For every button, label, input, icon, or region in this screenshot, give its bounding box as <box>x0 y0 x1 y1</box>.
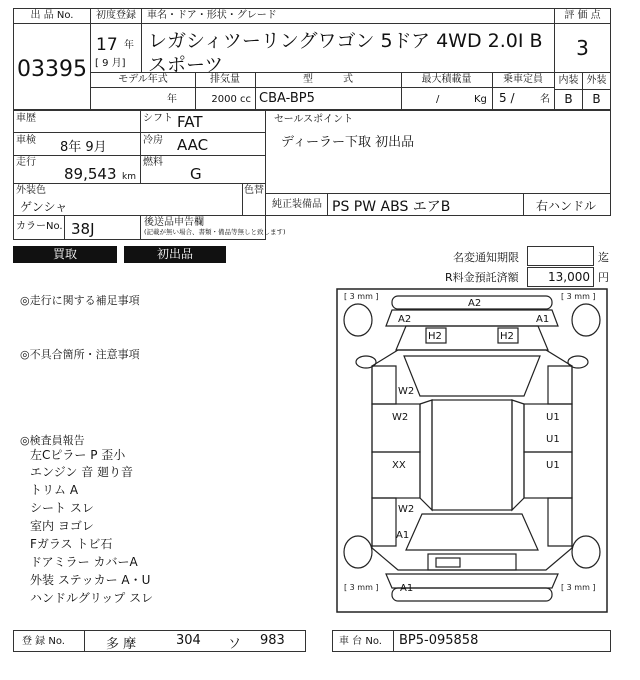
first-registration-label: 初度登録 <box>96 10 136 21</box>
tire-label-rl: [ 3 mm ] <box>344 583 379 592</box>
color-value: ゲンシャ <box>20 200 68 214</box>
rear-bumper-bottom <box>392 588 552 601</box>
color-no-label: カラーNo. <box>16 221 63 232</box>
sales-point-label: セールスポイント <box>274 114 354 125</box>
model-year-unit: 年 <box>167 94 177 105</box>
name-change-label: 名変通知期限 <box>453 251 519 264</box>
year-unit: 年 <box>124 40 134 51</box>
inspector-note: 左Cピラー P 歪小 <box>30 448 126 462</box>
lot-number-divider <box>14 23 90 24</box>
type-label: 型 式 <box>303 74 353 85</box>
inspector-note: エンジン 音 廻り音 <box>30 465 134 479</box>
inspector-note: ハンドルグリップ スレ <box>30 591 154 605</box>
recycle-unit: 円 <box>598 271 609 284</box>
inspector-note: シート スレ <box>30 501 94 515</box>
lot-number-label: 出 品 No. <box>30 10 74 21</box>
tire-rear-left <box>344 536 372 568</box>
mark-a2-bumper: A2 <box>398 314 412 325</box>
registration-number-label: 登 録 No. <box>22 636 65 647</box>
rear-door-right <box>524 452 572 498</box>
chassis-col-1 <box>393 631 394 651</box>
mark-w2-fender: W2 <box>398 386 415 397</box>
repaint-label: 色替 <box>244 185 264 196</box>
details-col-4 <box>242 183 243 215</box>
ac-value: AAC <box>177 136 209 154</box>
mileage-unit: km <box>122 172 136 182</box>
registration-class: 304 <box>176 633 201 648</box>
inspector-note: Fガラス トビ石 <box>30 537 113 551</box>
rear-door-left <box>372 452 420 498</box>
first-listing-badge: 初出品 <box>124 246 226 263</box>
inspector-note: トリム A <box>30 483 79 497</box>
shift-label: シフト <box>143 113 173 124</box>
registration-number-box <box>13 630 306 652</box>
lot-number-box <box>13 8 91 110</box>
spec-row-divider <box>91 87 554 88</box>
interior-label: 内装 <box>558 75 579 86</box>
mark-u1-rear-door: U1 <box>546 460 560 471</box>
grade-divider-bottom <box>555 89 610 90</box>
shift-value: FAT <box>177 113 203 131</box>
lot-number: 03395 <box>17 57 87 82</box>
mileage-value: 89,543 <box>64 165 117 183</box>
registration-area: 多 摩 <box>106 637 137 652</box>
interior-grade: B <box>564 92 573 106</box>
details-row-3 <box>14 183 265 184</box>
purchase-badge: 買取 <box>13 246 117 263</box>
windshield <box>404 356 540 396</box>
score-divider <box>555 23 610 24</box>
mileage-label: 走行 <box>16 157 36 168</box>
max-load-label: 最大積載量 <box>421 74 472 85</box>
aftermarket-note: (記載が無い場合、書類・備品等無しと致します) <box>144 228 286 236</box>
registration-col-1 <box>84 631 85 651</box>
car-name-divider <box>142 23 554 24</box>
details-col-3 <box>140 215 141 239</box>
fuel-label: 燃料 <box>143 157 163 168</box>
exterior-grade: B <box>592 92 601 106</box>
mark-w2-quarter: W2 <box>398 504 415 515</box>
driving-notes-heading: ◎走行に関する補足事項 <box>20 294 140 307</box>
score-box <box>554 8 611 110</box>
diagram-frame <box>337 289 607 612</box>
registration-kana: ソ <box>228 637 242 652</box>
steering-value: 右ハンドル <box>536 199 597 213</box>
max-load-unit: Kg <box>474 94 487 105</box>
front-fender-right <box>548 366 572 404</box>
displacement-label: 排気量 <box>210 74 240 85</box>
inspection-value: 8年 9月 <box>60 140 107 155</box>
license-plate-area <box>436 558 460 567</box>
rear-quarter-right <box>548 498 572 546</box>
mark-u1-front-door: U1 <box>546 412 560 423</box>
model-year-label: モデル年式 <box>118 74 168 85</box>
car-name-box <box>141 8 555 76</box>
mark-a1-bumper: A1 <box>536 314 550 325</box>
mark-a1-rear-bumper: A1 <box>400 583 414 594</box>
details-col-1 <box>140 111 141 183</box>
mark-a2-top: A2 <box>468 298 482 309</box>
ac-label: 冷房 <box>143 135 163 146</box>
spec-row <box>90 72 555 110</box>
recycle-label: R料金預託済額 <box>445 271 519 284</box>
equipment-col-2 <box>523 194 524 215</box>
tire-front-left <box>344 304 372 336</box>
mark-h2-right: H2 <box>500 331 514 342</box>
mark-a1-quarter: A1 <box>396 530 410 541</box>
equipment-value: PS PW ABS エアB <box>332 199 451 215</box>
inspector-heading: ◎検査員報告 <box>20 434 85 447</box>
equipment-label: 純正装備品 <box>272 199 322 210</box>
name-change-unit: 迄 <box>598 251 609 264</box>
capacity-label: 乗車定員 <box>503 74 543 85</box>
rear-glass <box>406 514 538 550</box>
equipment-row <box>265 193 611 216</box>
car-damage-diagram <box>336 288 608 613</box>
recycle-value: 13,000 <box>527 267 594 287</box>
chassis-number: BP5-095858 <box>399 633 479 648</box>
rear-quarter-left <box>372 498 396 546</box>
inspection-label: 車検 <box>16 135 36 146</box>
sales-point-value: ディーラー下取 初出品 <box>281 135 415 150</box>
exterior-label: 外装 <box>586 75 607 86</box>
first-registration-divider <box>91 23 141 24</box>
color-no-value: 38J <box>71 220 95 238</box>
capacity-value: 5 / <box>499 91 515 105</box>
front-bumper <box>386 310 558 326</box>
mark-h2-left: H2 <box>428 331 442 342</box>
first-registration-year: 17 <box>96 35 118 55</box>
score-value: 3 <box>576 36 589 60</box>
sales-point-box <box>265 110 611 194</box>
score-label: 評 価 点 <box>564 10 601 21</box>
color-label: 外装色 <box>16 185 46 196</box>
details-col-2 <box>64 215 65 239</box>
fuel-value: G <box>190 165 202 183</box>
front-fender-left <box>372 366 396 404</box>
first-registration-month: [ 9 月] <box>95 58 126 69</box>
roof <box>432 400 512 510</box>
name-change-box <box>527 246 594 266</box>
side-glass-right <box>512 400 524 510</box>
max-load-value: / <box>436 94 440 105</box>
first-registration-box <box>90 8 142 73</box>
tire-label-fl: [ 3 mm ] <box>344 292 379 301</box>
history-label: 車歴 <box>16 113 36 124</box>
details-block <box>13 110 286 240</box>
hood <box>396 326 548 350</box>
inspector-note: 外装 ステッカー A・U <box>30 573 151 587</box>
car-name-label: 車名・ドア・形状・グレード <box>147 10 277 21</box>
chassis-number-box <box>332 630 611 652</box>
type-value: CBA-BP5 <box>259 91 315 106</box>
chassis-number-label: 車 台 No. <box>339 636 382 647</box>
aftermarket-label: 後送品申告欄 <box>144 217 204 228</box>
equipment-col-1 <box>327 194 328 215</box>
tire-label-fr: [ 3 mm ] <box>561 292 596 301</box>
tire-front-right <box>572 304 600 336</box>
side-glass-left <box>420 400 432 510</box>
defects-heading: ◎不具合箇所・注意事項 <box>20 348 140 361</box>
tire-label-rr: [ 3 mm ] <box>561 583 596 592</box>
tire-rear-right <box>572 536 600 568</box>
inspector-note: ドアミラー カバーA <box>30 555 138 569</box>
mark-u1-front-door-lower: U1 <box>546 434 560 445</box>
displacement-value: 2000 cc <box>211 94 251 105</box>
registration-number: 983 <box>260 633 285 648</box>
mark-w2-door: W2 <box>392 412 409 423</box>
mark-xx-door: XX <box>392 460 406 471</box>
capacity-unit: 名 <box>540 94 550 105</box>
inspector-note: 室内 ヨゴレ <box>30 519 94 533</box>
inspector-notes-list <box>30 446 153 607</box>
car-name: レガシィツーリングワゴン 5ドア 4WD 2.0I B スポーツ <box>148 30 543 76</box>
